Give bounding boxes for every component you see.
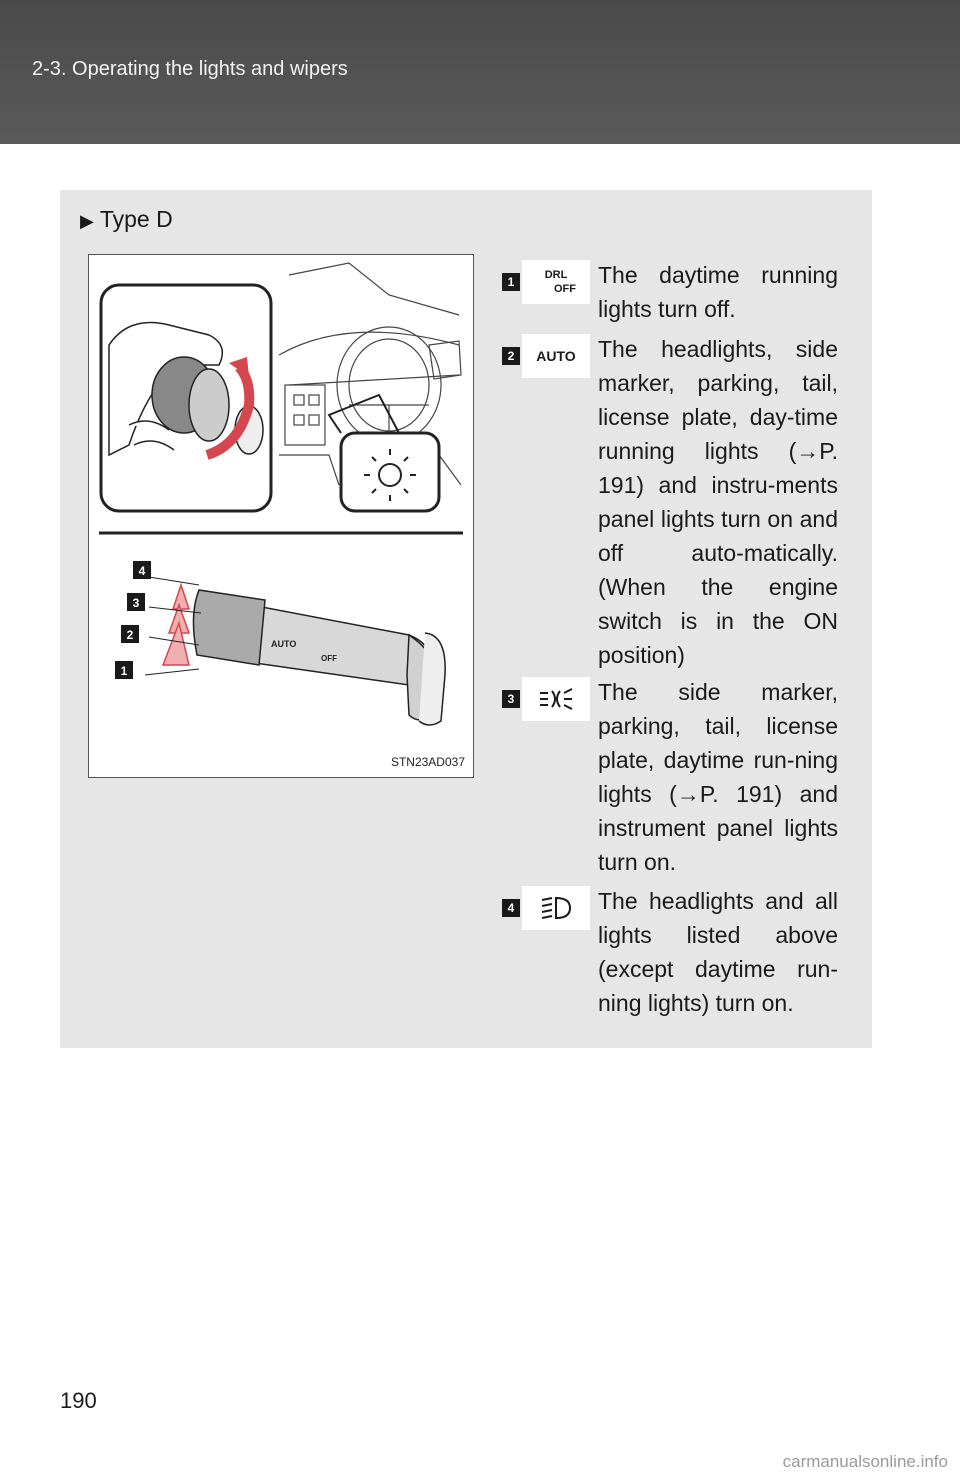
figure-callouts bbox=[115, 561, 151, 679]
figure-code: STN23AD037 bbox=[390, 755, 465, 769]
headlight-icon bbox=[522, 886, 590, 930]
pointer-icon: ▶ bbox=[80, 211, 94, 231]
parking-lights-icon bbox=[522, 677, 590, 721]
item-number: 3 bbox=[502, 690, 520, 708]
item-description: The headlights, side marker, parking, tail, license plate, day-time running lights (→P. 191) and instru-ments panel lights turn on and off auto-matically. (When the engine switch is in the ON position) bbox=[598, 336, 838, 668]
callout-1: 1 bbox=[120, 664, 128, 678]
item-description: The side marker, parking, tail, license plate, daytime run-ning lights (→P. 191) and instrument panel lights turn on. bbox=[598, 679, 838, 875]
item-description: The headlights and all lights listed above (except daytime run-ning lights) turn on. bbox=[598, 888, 838, 1016]
drl-label: DRL bbox=[544, 269, 568, 281]
auto-icon bbox=[522, 334, 590, 378]
drl-off-icon bbox=[522, 260, 590, 304]
callout-3: 3 bbox=[132, 596, 140, 610]
position-arrows bbox=[163, 585, 189, 665]
item-number: 1 bbox=[502, 273, 520, 291]
off-label: OFF bbox=[554, 283, 576, 295]
page-header bbox=[0, 0, 960, 144]
section-title: 2-3. Operating the lights and wipers bbox=[32, 58, 348, 80]
callout-4: 4 bbox=[138, 564, 146, 578]
switch-diagram bbox=[89, 255, 473, 777]
callout-2: 2 bbox=[126, 628, 134, 642]
lever-off-label: OFF bbox=[321, 654, 337, 663]
page-number: 190 bbox=[60, 1388, 97, 1413]
lever-drawing bbox=[193, 590, 445, 725]
auto-label: AUTO bbox=[536, 348, 576, 364]
item-number: 2 bbox=[502, 347, 520, 365]
light-switch-illustration bbox=[88, 254, 474, 778]
watermark: carmanualsonline.info bbox=[782, 1452, 948, 1471]
headlight-symbol bbox=[522, 886, 590, 930]
lever-auto-label: AUTO bbox=[271, 639, 297, 649]
item-description: The daytime running lights turn off. bbox=[598, 262, 838, 322]
type-label-text: Type D bbox=[99, 206, 173, 232]
item-number: 4 bbox=[502, 899, 520, 917]
parking-lights-symbol bbox=[522, 677, 590, 721]
type-label bbox=[80, 206, 173, 233]
